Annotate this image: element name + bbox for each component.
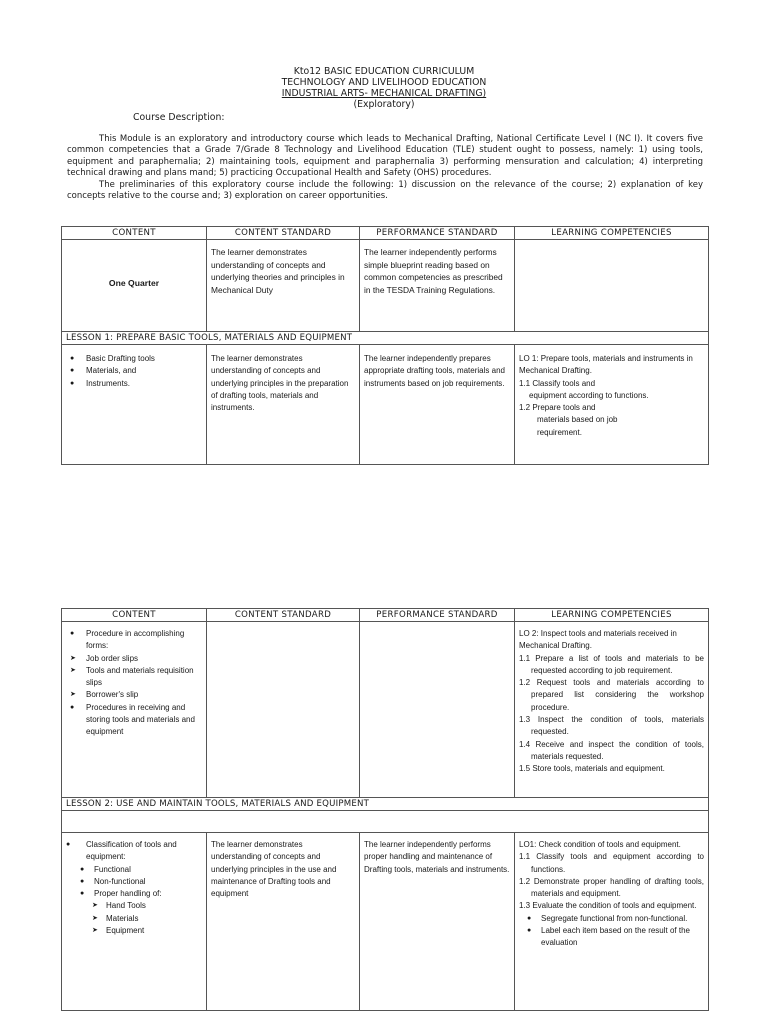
list-item: ● Procedure in accomplishing forms: [70, 629, 185, 651]
table-row [62, 345, 709, 465]
col-header-content: CONTENT [62, 227, 207, 240]
list-item: ➤ Equipment [92, 926, 145, 936]
performance-standard-cell: The learner independently prepares appropriate drafting tools, materials and instruments based on job requirements. [360, 345, 515, 465]
curriculum-title: Kto12 BASIC EDUCATION CURRICULUM [293, 66, 475, 77]
curriculum-table-2 [61, 608, 709, 1011]
table-spacer-row [62, 811, 709, 833]
table-header-row [62, 609, 709, 622]
col-header-performance-standard: PERFORMANCE STANDARD [360, 227, 515, 240]
course-description-label: Course Description: [133, 112, 225, 123]
content-standard-cell: The learner demonstrates understanding of concepts and underlying theories and principles in Mechanical Duty [207, 240, 360, 332]
exploratory-label: (Exploratory) [353, 99, 415, 110]
list-item: ● Classification of tools and equipment: [66, 840, 177, 862]
list-item: ● Basic Drafting tools [70, 354, 155, 363]
lo-item: 1.5 Store tools, materials and equipment. [519, 764, 665, 774]
lo-title: LO 2: Inspect tools and materials received in Mechanical Drafting. [519, 629, 677, 651]
content-list [66, 628, 202, 739]
list-item: ● Functional [80, 864, 131, 874]
lo-item: 1.2 Prepare tools and [519, 403, 596, 413]
performance-standard-cell: The learner independently performs proper handling and maintenance of Drafting tools, materials and instruments. [360, 833, 515, 1011]
list-item: ● Non-functional [80, 876, 146, 886]
learning-competencies-cell [515, 345, 709, 465]
content-cell [62, 240, 207, 332]
content-sub-sub-list [84, 900, 202, 937]
content-sub-list [72, 864, 202, 901]
lo-title: LO 1: Prepare tools, materials and instruments in Mechanical Drafting. [519, 354, 693, 376]
list-item: ➤ Borrower's slip [70, 690, 139, 700]
learning-competencies-cell [515, 240, 709, 332]
table-row [62, 833, 709, 1011]
lesson-row [62, 332, 709, 345]
lo-item: 1.2 Request tools and materials according to prepared list considering the workshop procedure. [519, 678, 704, 712]
lo-item: materials based on job [537, 415, 618, 425]
lo-item: 1.4 Receive and inspect the condition of tools, materials requested. [519, 739, 704, 761]
description-paragraph-1: This Module is an exploratory and introductory course which leads to Mechanical Drafting, National Certificate Level I (NC I). It covers five common competencies that a Grade 7/Grade 8 Technology and Livelihood Education (TLE) student ought to possess, namely: 1) using tools, equipment and paraphernalia; 2) maintaining tools, equipment and paraphernalia 3) performing mensuration and calculation; 4) interpreting technical drawing and plans mand; 5) practicing Occupational Health and Safety (OHS) procedures. [67, 134, 703, 179]
content-cell [62, 345, 207, 465]
content-list [66, 839, 202, 864]
lo-item: requirement. [537, 427, 582, 437]
subject-title: TECHNOLOGY AND LIVELIHOOD EDUCATION [281, 77, 487, 88]
curriculum-table-1 [61, 226, 709, 465]
list-item: ➤ Job order slips [70, 653, 139, 663]
quarter-label: One Quarter [108, 278, 160, 288]
lo-item: equipment according to functions. [529, 390, 649, 400]
table-row [62, 240, 709, 332]
lo-item: 1.3 Evaluate the condition of tools and equipment. [519, 901, 697, 911]
table-header-row [62, 227, 709, 240]
description-paragraph-2: The preliminaries of this exploratory course include the following: 1) discussion on the relevance of the course; 2) explanation of key concepts relative to the course and; 3) exploration on career opportunities. [67, 180, 703, 202]
list-item: ➤ Tools and materials requisition slips [70, 665, 194, 688]
list-item: ● Instruments. [70, 378, 131, 388]
performance-standard-cell: The learner independently performs simple blueprint reading based on common competencies as prescribed in the TESDA Training Regulations. [360, 240, 515, 332]
list-item: ➤ Hand Tools [92, 901, 146, 911]
list-item: ● Procedures in receiving and storing tools and materials and equipment [70, 702, 195, 737]
lesson-1-title: LESSON 1: PREPARE BASIC TOOLS, MATERIALS AND EQUIPMENT [62, 332, 709, 345]
lo-item: 1.2 Demonstrate proper handling of drafting tools, materials and equipment. [519, 876, 704, 899]
lo-sub-item: ● Segregate functional from non-functional. [527, 913, 688, 923]
lesson-2-title: LESSON 2: USE AND MAINTAIN TOOLS, MATERIALS AND EQUIPMENT [62, 798, 709, 811]
col-header-learning-competencies: LEARNING COMPETENCIES [515, 609, 709, 622]
specialization-title: INDUSTRIAL ARTS- MECHANICAL DRAFTING) [281, 88, 487, 99]
table-row [62, 622, 709, 798]
col-header-content-standard: CONTENT STANDARD [207, 227, 360, 240]
col-header-content: CONTENT [62, 609, 207, 622]
col-header-learning-competencies: LEARNING COMPETENCIES [515, 227, 709, 240]
list-item: ● Proper handling of: [80, 889, 162, 899]
content-cell [62, 622, 207, 798]
col-header-performance-standard: PERFORMANCE STANDARD [360, 609, 515, 622]
performance-standard-cell [360, 622, 515, 798]
lo-item: 1.1 Classify tools and [519, 378, 596, 388]
lo-title: LO1: Check condition of tools and equipment. [519, 840, 681, 849]
list-item: ➤ Materials [92, 913, 139, 923]
learning-competencies-cell [515, 833, 709, 1011]
content-standard-cell: The learner demonstrates understanding of concepts and underlying principles in the preparation of drafting tools, materials and instruments. [207, 345, 360, 465]
lo-item: 1.1 Classify tools and equipment according to functions. [519, 852, 704, 874]
content-standard-cell [207, 622, 360, 798]
lo-item: 1.3 Inspect the condition of tools, materials requested. [519, 715, 704, 737]
content-standard-cell: The learner demonstrates understanding of concepts and underlying principles in the use and maintenance of Drafting tools and equipment [207, 833, 360, 1011]
content-list [66, 353, 202, 390]
learning-competencies-cell [515, 622, 709, 798]
col-header-content-standard: CONTENT STANDARD [207, 609, 360, 622]
lesson-row [62, 798, 709, 811]
content-cell [62, 833, 207, 1011]
lo-item: 1.1 Prepare a list of tools and materials to be requested according to job requirement. [519, 653, 704, 675]
lo-sub-item: ● Label each item based on the result of the evaluation [527, 926, 690, 948]
list-item: ● Materials, and [70, 366, 137, 376]
